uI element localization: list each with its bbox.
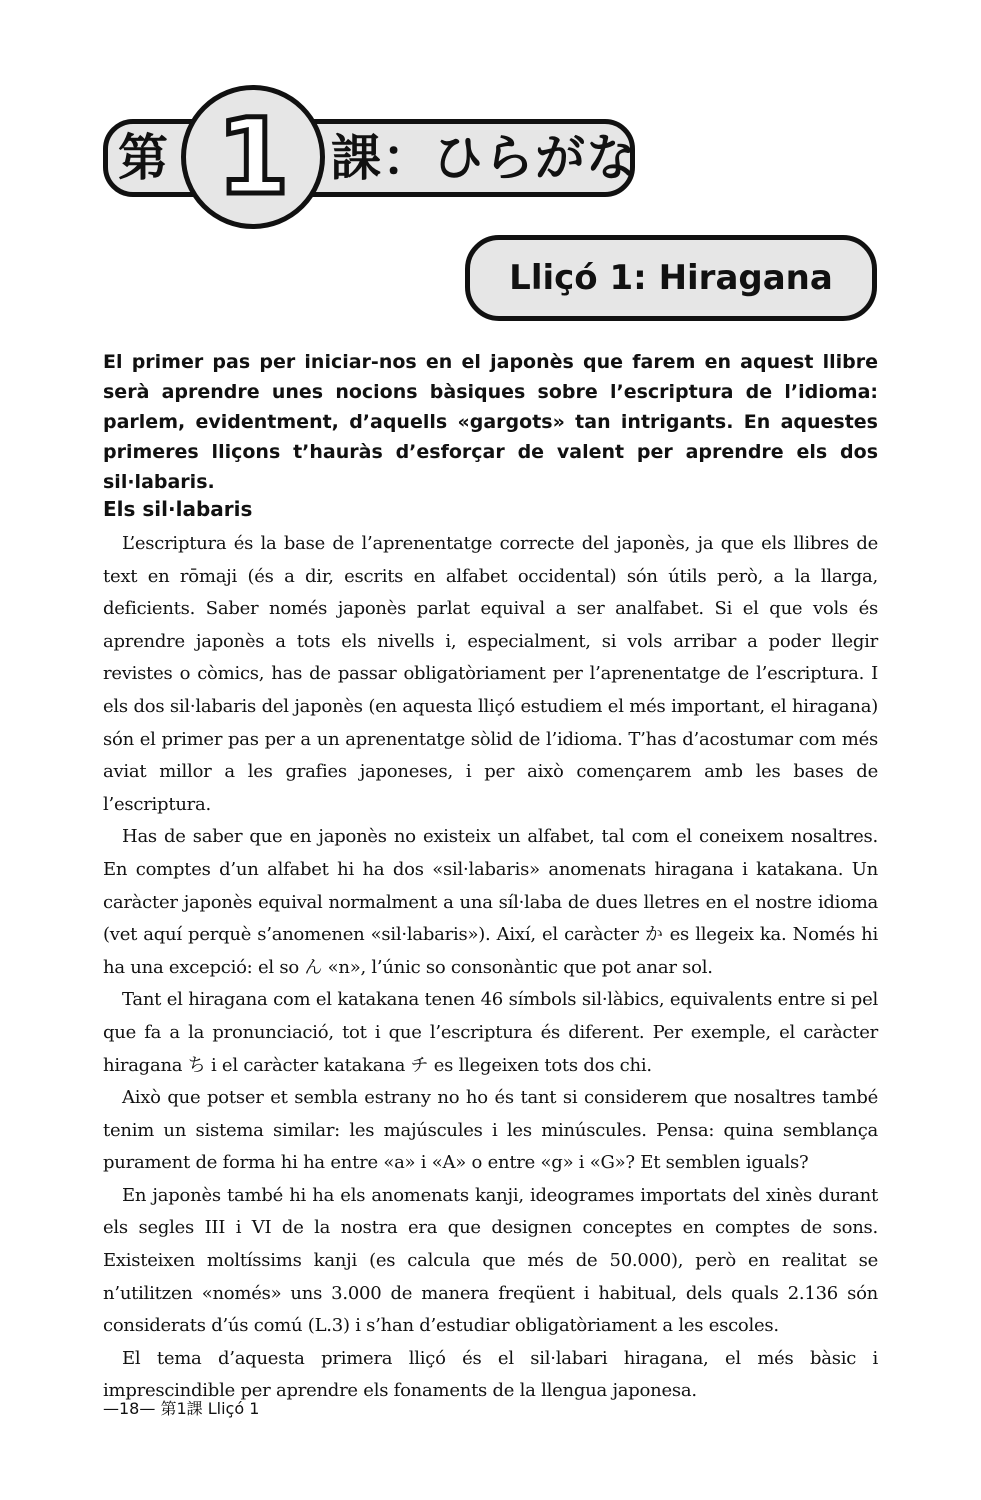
section-heading: Els sil·labaris (103, 497, 253, 521)
body-paragraph: L’escriptura és la base de l’aprenentatge correcte del japonès, ja que els llibres de text en rōmaji (és a dir, escrits en alfabet occidental) són útils però, a la llarga, deficients. Saber només japonès parlat equival a ser analfabet. Si el que vols és aprendre japonès a tots els nivells i, especialment, si vols arribar a poder llegir revistes o còmics, has de passar obligatòriament per l’aprenentatge de l’escriptura. I els dos sil·labaris del japonès (en aquesta lliçó estudiem el més important, el hiragana) són el primer pas per a un aprenentatge sòlid de l’idioma. T’has d’acostumar com més aviat millor a les grafies japoneses, i per això començarem amb les bases de l’escriptura. (103, 533, 878, 815)
body-paragraph: En japonès també hi ha els anomenats kanji, ideogrames importats del xinès durant els segles III i VI de la nostra era que designen conceptes en comptes de sons. Existeixen moltíssims kanji (es calcula que més de 50.000), però en realitat se n’utilitzen «només» uns 3.000 de manera freqüent i habitual, dels quals 2.136 són considerats d’ús comú (L.3) i s’han d’estudiar obligatòriament a les escoles. (103, 1184, 878, 1337)
chapter-title-japanese: 課：ひらがな (331, 129, 637, 187)
lesson-title: Lliçó 1: Hiragana (509, 258, 833, 298)
lesson-title-box (465, 235, 877, 321)
intro-paragraph: El primer pas per iniciar-nos en el japonès que farem en aquest llibre serà aprendre unes nocions bàsiques sobre l’escriptura de l’idioma: parlem, evidentment, d’aquells «gargots» tan intrigants. En aquestes primeres lliçons t’hauràs d’esforçar de valent per aprendre els dos sil·labaris. (103, 351, 878, 493)
chapter-number: 1 (216, 96, 290, 218)
body-paragraph: Tant el hiragana com el katakana tenen 46 símbols sil·làbics, equivalents entre si pel que fa a la pronunciació, tot i que l’escriptura és diferent. Per exemple, el caràcter hiragana ち i el caràcter katakana チ es llegeixen tots dos chi. (103, 989, 878, 1076)
chapter-number-circle (181, 85, 325, 229)
chapter-prefix: 第 (118, 129, 168, 187)
body-text (103, 528, 878, 1408)
body-paragraph: Has de saber que en japonès no existeix un alfabet, tal com el coneixem nosaltres. En comptes d’un alfabet hi ha dos «sil·labaris» anomenats hiragana i katakana. Un caràcter japonès equival normalment a una síl·laba de dues lletres en el nostre idioma (vet aquí perquè s’anomenen «sil·labaris»). Així, el caràcter か es llegeix ka. Només hi ha una excepció: el so ん «n», l’únic so consonàntic que pot anar sol. (103, 826, 878, 978)
body-paragraph: El tema d’aquesta primera lliçó és el sil·labari hiragana, el més bàsic i imprescindible per aprendre els fonaments de la llengua japonesa. (103, 1347, 878, 1402)
body-paragraph: Això que potser et sembla estrany no ho és tant si considerem que nosaltres també tenim un sistema similar: les majúscules i les minúscules. Pensa: quina semblança purament de forma hi ha entre «a» i «A» o entre «g» i «G»? Et semblen iguals? (103, 1087, 878, 1174)
page-footer: —18— 第1課 Lliçó 1 (103, 1399, 260, 1418)
